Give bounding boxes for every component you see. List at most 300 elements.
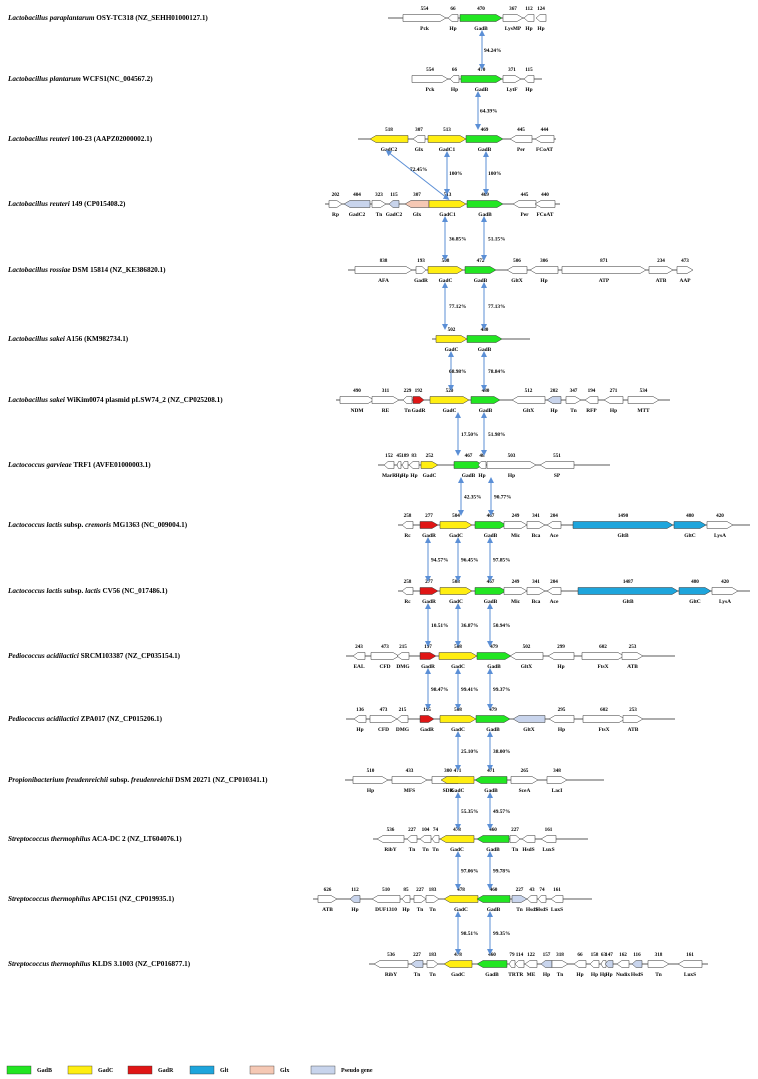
streptococcus-aca-dc2-row [8,827,588,853]
gene-length: 341 [532,513,540,519]
organism-label-part: A156 (KM982734.1) [64,335,129,343]
gene-name: GadC [451,727,465,733]
gene-name: LuxS [542,847,555,853]
gene-name: Tn [413,972,421,978]
gene-name: Hp [590,972,599,978]
gene-name: TR [515,972,524,978]
gene-arrow [370,136,408,143]
gene-length: 480 [480,327,489,333]
identity-percentage: 17.50% [461,432,479,438]
similarity-link [490,606,511,644]
gene-name: GadB [474,26,488,32]
gene-length: 602 [599,644,607,650]
organism-label-part: ACA-DC 2 (NZ_LT604076.1) [90,835,182,843]
gene-length: 470 [477,67,486,73]
gene-name: GadR [411,408,426,414]
gene-tr [508,952,516,978]
gene-length: 202 [550,388,558,394]
gene-hp [549,707,574,733]
gene-gadb [477,827,509,853]
organism-label [8,652,181,660]
gene-gadr [412,388,426,414]
organism-label-part: Streptococcus thermophilus [8,895,91,903]
identity-percentage: 36.85% [449,236,467,243]
lactobacillus-sakei-wikim0074-row [7,388,670,414]
organism-label-part: lactis [85,587,101,595]
legend-label: GadC [98,1068,114,1074]
lactobacillus-paraplantarum-row [7,6,546,32]
gene-length: 249 [511,579,520,585]
gene-name: Per [516,147,526,153]
gene-length: 253 [629,707,637,713]
legend-item-pseudo [311,1066,373,1074]
lactobacillus-reuteri-149-row [7,192,560,218]
gene-length: 838 [379,258,388,264]
gene-length: 66 [577,952,583,958]
gene-length: 227 [416,887,424,893]
similarity-link [484,219,506,258]
gene-name: SDR [442,788,454,794]
gene-scea [511,768,538,794]
gene-name: RFP [586,408,597,414]
gene-mic [504,513,527,539]
gene-arrow [513,716,545,723]
gene-ftsx [583,707,625,733]
lactococcus-lactis-cremoris-row [7,513,750,539]
gene-arrow [471,397,500,404]
gene-length: 183 [428,952,437,958]
gene-name: Nudix [615,972,631,978]
similarity-link [490,914,511,952]
gene-arrow [353,653,365,660]
gene-arrow [503,76,521,83]
similarity-link [490,795,511,827]
gene-length: 554 [420,6,429,12]
gene-name: GadC [438,278,453,284]
gene-length: 157 [542,952,551,958]
gene-name: GadB [483,533,498,539]
gene-gadr [420,579,438,605]
gene-arrow [426,896,439,903]
gene-name: Rc [404,599,411,605]
gene-fcoat [535,127,554,153]
gene-name: Hp [401,473,409,479]
gene-arrow [552,961,568,968]
legend-label: Pseudo gene [341,1068,373,1074]
gene-aap [677,258,693,284]
gene-rc [402,513,413,539]
gene-name: Hp [599,972,608,978]
gene-rfp [585,388,598,414]
organism-label-part: Propionibacterium freudenreichii [8,776,109,784]
lactobacillus-sakei-a156-row [7,327,530,353]
gene-length: 508 [454,707,462,713]
organism-label-part: subsp. [62,587,86,595]
gene-length: 66 [451,67,458,73]
gene-length: 234 [657,258,665,264]
gene-gadb [466,127,503,153]
gene-name: AAP [679,278,691,284]
gene-length: 277 [425,513,433,519]
organism-label [8,715,163,723]
gene-atb [318,887,337,913]
gene-name: Hp [449,26,457,32]
gene-name: Hp [542,972,551,978]
gene-bca [527,513,545,539]
organism-label-part: Lactobacillus sakei [8,396,65,404]
gene-length: 227 [515,887,524,893]
gene-length: 204 [550,579,558,585]
identity-percentage: 97.06% [461,868,479,875]
gene-name: TR [508,972,516,978]
gene-tn [566,388,581,414]
gene-lytf [503,67,521,93]
gene-gadb [475,513,506,539]
gene-name: Tn [429,972,436,978]
gene-name: Tn [429,907,436,913]
propionibacterium-row [8,768,604,794]
organism-label [7,521,188,529]
gene-hp [401,453,409,479]
gene-hp [402,887,410,913]
gene-name: Mic [511,599,520,605]
gene-name: Per [520,212,529,218]
gene-glx [413,127,425,153]
gene-name: Hp [395,473,403,479]
gene-length: 506 [513,258,521,264]
gene-name: GadC [422,473,437,479]
gene-length: 189 [401,453,409,459]
gene-length: 473 [381,644,389,650]
gene-length: 480 [481,388,490,394]
gene-arrow [329,201,342,208]
gene-arrow [318,896,337,903]
similarity-link [486,154,501,192]
gene-length: 115 [390,192,398,198]
legend-swatch [128,1066,152,1074]
gene-arrow [353,777,388,784]
gene-name: Tn [408,847,416,853]
gene-name: Tn [416,907,424,913]
organism-label [8,776,268,784]
gene-tn [432,827,439,853]
gene-gadb [467,327,502,353]
organism-label [7,200,126,208]
gene-name: FtsX [598,727,610,733]
gene-arrow [547,588,561,595]
gene-length: 83 [411,453,417,459]
gene-arrow [538,896,546,903]
gene-name: ATB [655,278,667,284]
gene-tn [426,887,439,913]
gene-gltx [507,258,527,284]
gene-length: 554 [426,67,434,73]
gene-name: Tn [511,847,519,853]
gene-pck [412,67,448,93]
organism-label-part: APC151 (NZ_CP019935.1) [90,895,175,903]
gene-length: 162 [619,952,627,958]
organism-label-part: subsp. [108,776,132,784]
gene-arrow [407,836,417,843]
gene-hp [487,453,536,479]
gene-arrow [420,716,434,723]
gene-arrow [503,15,523,22]
gene-arrow [372,201,386,208]
gene-arrow [551,896,563,903]
legend-item-gadr [128,1066,174,1074]
gene-length: 871 [600,258,608,264]
gene-length: 347 [569,388,578,394]
identity-percentage: 100% [449,171,463,177]
gene-length: 194 [587,388,596,394]
gene-gadr [420,513,438,539]
lactobacillus-rossiae-row [7,258,693,284]
gene-name: MarR [381,473,397,479]
organism-label-part: Lactococcus lactis [8,521,63,529]
similarity-link [484,415,506,453]
gene-name: Tn [516,907,523,913]
gene-luxs [541,827,556,853]
organism-label [7,14,208,22]
gene-name: HsdS [630,972,644,978]
gene-arrow [429,201,466,208]
organism-label-part: Lactococcus lactis [8,587,63,595]
gene-name: Glx [412,212,422,218]
gene-name: Hp [450,87,459,93]
gene-arrow [515,961,524,968]
gene-name: Mic [511,533,520,539]
gene-length: 480 [686,513,694,519]
identity-percentage: 94.24% [484,48,502,54]
gene-glx [405,192,429,218]
gene-gadc [440,707,476,733]
gene-name: LuxS [683,972,697,978]
gene-hp [350,887,360,913]
gene-name: Bca [531,533,541,539]
gene-length: 161 [686,952,694,958]
gene-name: Hp [605,972,613,978]
similarity-link [447,154,462,192]
gene-name: Hp [537,26,545,32]
gene-name: FtsX [597,664,609,670]
gene-length: 420 [716,513,724,519]
gene-length: 460 [489,887,498,893]
gene-arrow [475,522,506,529]
gene-luxs [678,952,702,978]
gene-arrow [524,15,534,22]
gene-arrow [354,716,366,723]
gene-length: 112 [351,887,359,893]
gene-fcoat [535,192,555,218]
gene-name: GadC [450,788,465,794]
gene-name: RibY [384,847,397,853]
organism-label-part: MG1363 (NC_009004.1) [111,521,188,529]
similarity-link [490,540,511,579]
gene-name: GadB [484,788,498,794]
gene-tn [427,952,438,978]
gene-name: GltC [684,533,696,539]
gene-arrow [372,397,399,404]
gene-length: 318 [556,952,564,958]
gene-arrow [409,462,419,469]
gene-gadr [414,258,428,284]
gene-name: Hp [356,727,364,733]
gene-length: 508 [452,579,460,585]
gene-arrow [677,267,693,274]
gene-name: GadC [454,907,468,913]
gene-name: Tn [570,408,577,414]
gene-length: 460 [489,827,497,833]
gene-tn [407,827,417,853]
gene-name: GadC1 [439,212,456,218]
gene-arrow [674,522,706,529]
gene-atb [623,707,643,733]
gene-length: 147 [605,952,613,958]
gene-length: 112 [525,6,533,12]
gene-gadb [476,707,510,733]
gene-arrow [340,397,374,404]
gene-length: 249 [511,513,520,519]
gene-name: LuxS [550,907,564,913]
lactobacillus-reuteri-100-23-row [7,127,556,153]
gene-arrow [707,522,733,529]
gene-length: 227 [511,827,519,833]
gene-name: Hp [609,408,618,414]
gene-arrow [467,201,503,208]
gene-name: AFA [378,278,389,284]
gene-length: 472 [476,258,485,264]
identity-percentage: 99.35% [493,931,511,937]
legend-label: Glt [220,1068,229,1074]
gene-arrow [420,836,431,843]
gene-arrow [397,462,401,469]
gene-gadb [461,67,502,93]
organism-label-part: Lactococcus garvieae [8,461,72,469]
gene-name: Glx [414,147,424,153]
gene-length: 467 [464,453,473,459]
gene-name: Hp [478,473,486,479]
gene-length: 48 [479,453,485,459]
identity-percentage: 94.57% [431,557,449,564]
gene-arrow [512,397,545,404]
gene-length: 404 [353,192,361,198]
gene-name: GadB [478,212,492,218]
organism-label [8,895,175,903]
lactobacillus-plantarum-row [7,67,542,93]
gene-tn [552,952,568,978]
gene-arrow [573,522,673,529]
gene-name: GadR [414,278,428,284]
gene-arrow [416,267,426,274]
gene-hp [353,768,388,794]
gene-arrow [461,76,502,83]
gene-gadc1 [428,127,466,153]
gene-length: 300 [444,768,452,774]
gene-name: CFD [377,727,390,733]
organism-label-part: TRF1 (AVFE01000003.1) [71,461,151,469]
gene-arrow [402,462,408,469]
gene-name: GltB [617,533,629,539]
gene-arrow [549,716,574,723]
gene-length: 445 [520,192,529,198]
gene-name: SceA [518,788,531,794]
gene-arrow [440,588,472,595]
similarity-link [484,285,506,327]
gene-arrow [392,777,427,784]
identity-percentage: 77.12% [449,304,467,310]
gene-arrow [578,588,678,595]
gene-name: ATB [627,664,638,670]
gene-name: ATB [322,907,333,913]
gene-name: LysMP [504,26,522,32]
gene-length: 161 [553,887,561,893]
gene-length: 502 [447,327,456,333]
gene-re [372,388,399,414]
gene-gadb [467,192,503,218]
gene-arrow [509,961,515,968]
similarity-link [428,540,449,579]
gene-arrow [403,397,412,404]
gene-bca [527,579,545,605]
gene-name: GltX [522,408,535,414]
gene-hp [548,644,574,670]
organism-label-part: Lactobacillus reuteri [8,200,70,208]
gene-arrow [448,15,458,22]
identity-percentage: 51.98% [488,432,506,438]
gene-length: 480 [691,579,699,585]
gene-arrow [444,961,472,968]
gene-arrow [522,836,535,843]
gene-name: Hp [557,727,566,733]
gene-gadc2 [386,192,403,218]
gene-arrow [441,777,474,784]
gene-name: GltX [511,278,523,284]
gene-name: DMG [396,664,410,670]
gene-hp [409,453,419,479]
identity-percentage: 96.45% [461,557,479,564]
gene-length: 520 [445,388,454,394]
organism-label-part: subsp. [62,521,86,529]
legend-label: GadR [158,1068,174,1074]
gene-hp [605,952,613,978]
gene-atb [622,644,643,670]
gene-length: 367 [509,6,517,12]
gene-length: 502 [522,644,531,650]
gene-name: Hp [557,664,565,670]
gene-sp [540,453,574,479]
gene-name: Bca [531,599,541,605]
gene-arrow [440,522,472,529]
gene-name: GadC2 [385,212,403,218]
gene-length: 478 [457,887,465,893]
gene-arrow [536,15,546,22]
gene-name: MTT [637,408,650,414]
gene-gltx [512,388,545,414]
similarity-link [445,285,467,327]
similarity-link [484,354,506,388]
gene-arrow [420,653,436,660]
gene-cfd [371,644,399,670]
organism-label-part: Streptococcus thermophilus [8,960,91,968]
gene-length: 45 [396,453,402,459]
gene-arrow [477,896,510,903]
gene-arrow [512,896,527,903]
gene-name: GadC [451,972,465,978]
gene-arrow [527,896,537,903]
identity-percentage: 77.13% [488,304,506,310]
gene-length: 536 [386,827,395,833]
gene-arrow [547,777,567,784]
